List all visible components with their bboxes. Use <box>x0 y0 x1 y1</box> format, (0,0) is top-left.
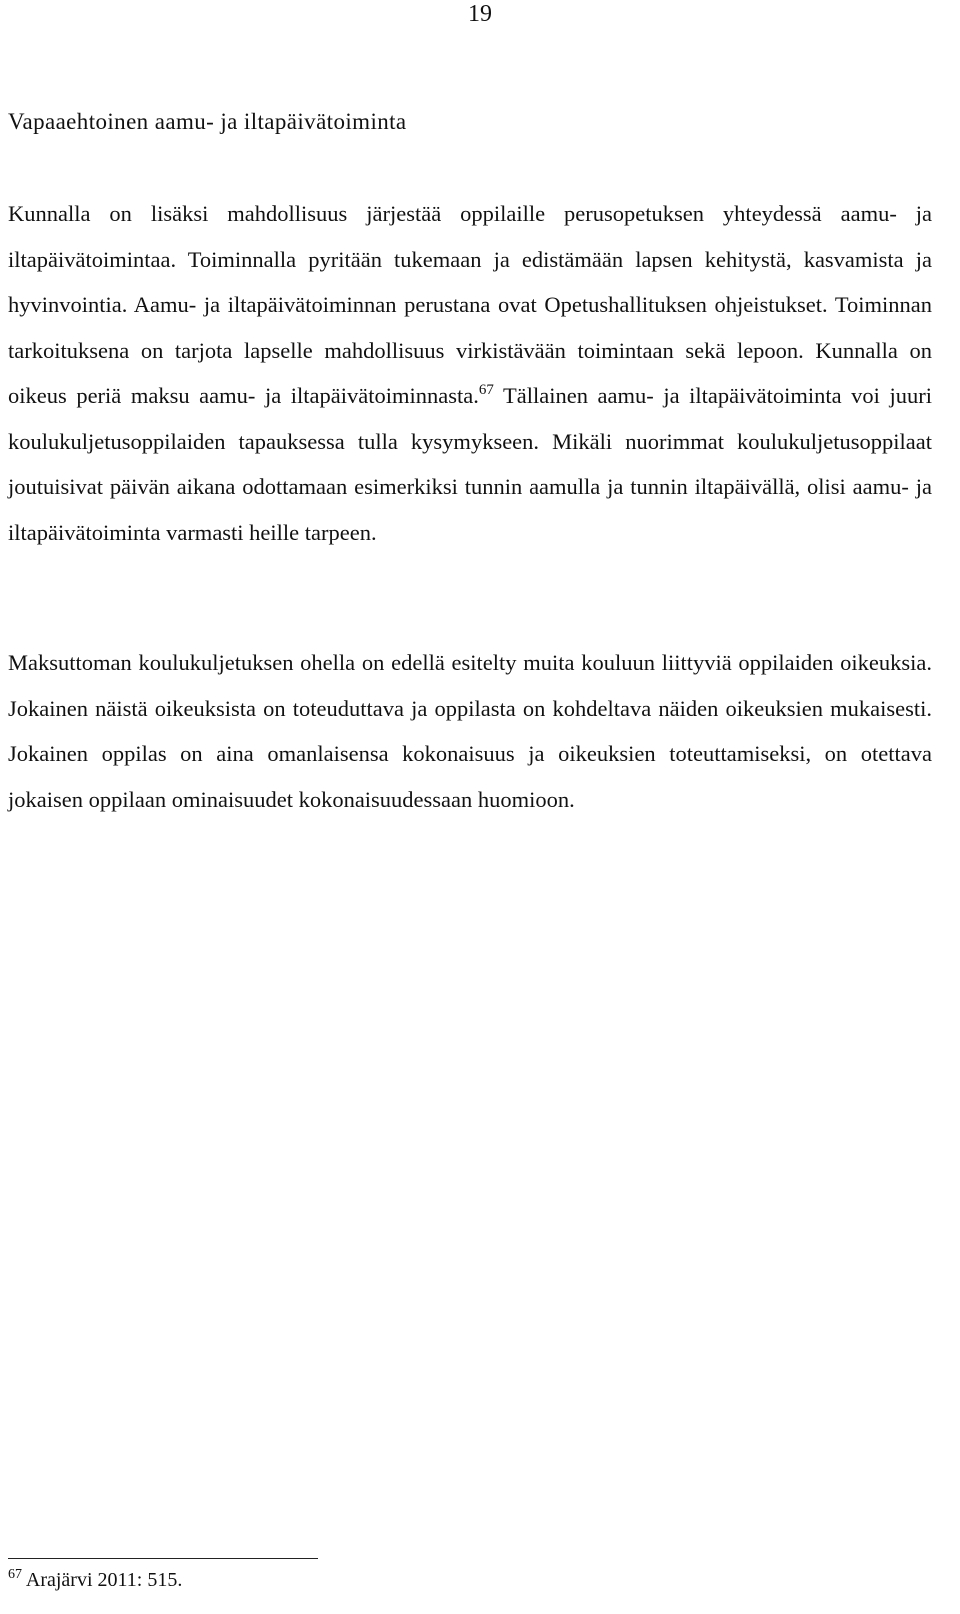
footnote <box>8 1566 182 1594</box>
footnote-marker: 67 <box>8 1567 22 1582</box>
paragraph-1-text-b: Tällainen aamu- ja iltapäivätoiminta voi juuri koulukuljetusoppilaiden tapauksessa tulla kysymykseen. Mikäli nuorimmat koulukuljetusoppilaat joutuisivat päivän aikana odottamaan esimerkiksi tunnin aamulla ja tunnin iltapäivällä, olisi aamu- ja iltapäivätoiminta varmasti heille tarpeen. <box>8 383 932 545</box>
paragraph-2: Maksuttoman koulukuljetuksen ohella on edellä esitelty muita kouluun liittyviä oppilaiden oikeuksia. Jokainen näistä oikeuksista on toteuduttava ja oppilasta on kohdeltava näiden oikeuksien mukaisesti. Jokainen oppilas on aina omanlaisensa kokonaisuus ja oikeuksien toteuttamiseksi, on otettava jokaisen oppilaan ominaisuudet kokonaisuudessaan huomioon. <box>8 650 932 812</box>
page-number: 19 <box>468 1 492 27</box>
footnote-text: Arajärvi 2011: 515. <box>22 1569 183 1591</box>
section-heading: Vapaaehtoinen aamu- ja iltapäivätoiminta <box>8 109 407 134</box>
paragraph-1-text-a: Kunnalla on lisäksi mahdollisuus järjestää oppilaille perusopetuksen yhteydessä aamu- ja iltapäivätoimintaa. Toiminnalla pyritään tukemaan ja edistämään lapsen kehitystä, kasvamista ja hyvinvointia. Aamu- ja iltapäivätoiminnan perustana ovat Opetushallituksen ohjeistukset. Toiminnan tarkoituksena on tarjota lapselle mahdollisuus virkistävään toimintaan sekä lepoon. Kunnalla on oikeus periä maksu aamu- ja iltapäivätoiminnasta. <box>8 201 932 408</box>
footnote-reference: 67 <box>478 382 494 398</box>
footnote-divider <box>8 1558 318 1559</box>
paragraph-1 <box>8 191 932 555</box>
